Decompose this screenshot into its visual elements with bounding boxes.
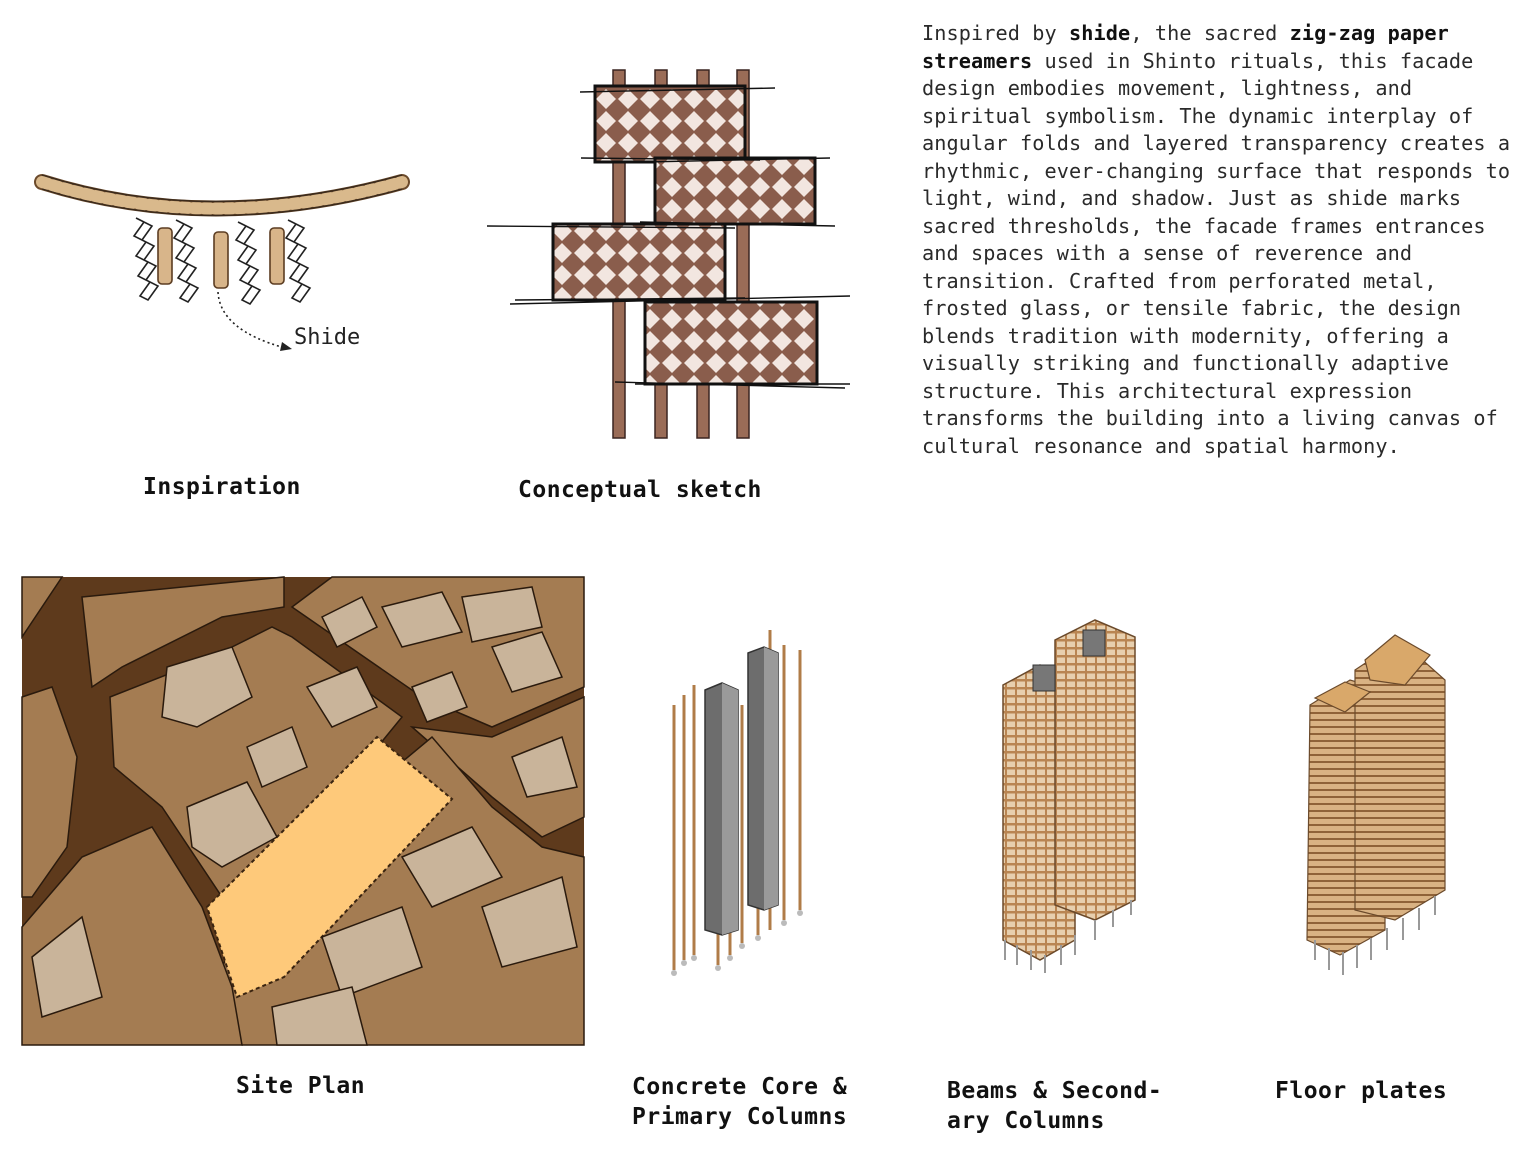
- shide-label: Shide: [294, 325, 361, 350]
- description-mid: , the sacred: [1130, 21, 1290, 45]
- shide-rope-illustration: [30, 160, 420, 360]
- description-rest: used in Shinto rituals, this facade design embodies movement, lightness, and spiritual symbolism. The dynamic interplay of angular folds and layered transparency creates a rhythmic, ever-changing surface that responds to light, wind, and shadow. Just as shide marks sacred thresholds, the facade frames entrances and spaces with a sense of reverence and transition. Crafted from perforated metal, frosted glass, or tensile fabric, the design blends tradition with modernity, offering a visually striking and functionally adaptive structure. This architectural expression transforms the building into a living canvas of cultural resonance and spatial harmony.: [922, 48, 1511, 458]
- floors-caption: Floor plates: [1275, 1078, 1448, 1104]
- concrete-core-diagram: [660, 625, 820, 990]
- site-plan-map: [22, 577, 584, 1045]
- sketch-caption: Conceptual sketch: [518, 477, 762, 503]
- inspiration-caption: Inspiration: [143, 474, 301, 500]
- beams-caption: Beams & Second- ary Columns: [947, 1078, 1163, 1134]
- floor-plates-diagram: [1295, 630, 1455, 990]
- description-prefix: Inspired by: [922, 21, 1070, 45]
- description-paragraph: [922, 20, 1532, 460]
- conceptual-sketch-illustration: [485, 66, 855, 441]
- core-caption: Concrete Core & Primary Columns: [632, 1074, 848, 1130]
- description-term-streamers: zig-zag paper streamers: [922, 21, 1449, 73]
- site-plan-caption: Site Plan: [236, 1073, 366, 1099]
- beams-columns-diagram: [995, 615, 1150, 975]
- description-term-shide: shide: [1069, 21, 1131, 45]
